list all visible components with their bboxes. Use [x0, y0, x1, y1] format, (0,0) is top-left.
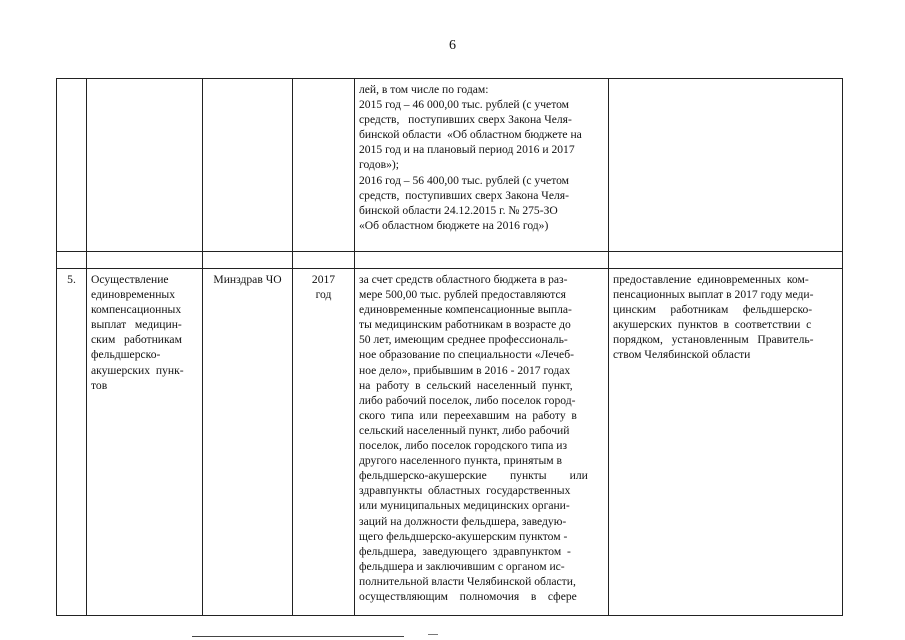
cell-number-empty	[57, 79, 87, 252]
document-table	[56, 78, 843, 616]
cell-measure-name: Осуществление единовременных компенсационных выплат медицин- ским работникам фельдшерско- акушерских пунк- тов	[87, 269, 203, 616]
cell-result-empty	[609, 79, 843, 252]
cell-name-empty	[87, 79, 203, 252]
footer-rule	[192, 636, 404, 637]
footer-mark	[428, 634, 438, 635]
table-row-gap	[57, 252, 843, 269]
page-number: 6	[449, 38, 456, 53]
cell-executor-empty	[203, 79, 293, 252]
table-row-continuation	[57, 79, 843, 252]
cell-description-continuation: лей, в том числе по годам: 2015 год – 46 000,00 тыс. рублей (с учетом средств, поступивших сверх Закона Челя- бинской области «Об областном бюджете на 2015 год и на плановый период 2016 и 2017 годов»); 2016 год – 56 400,00 тыс. рублей (с учетом средств, поступивших сверх Закона Челя- бинской области 24.12.2015 г. № 275-ЗО «Об областном бюджете на 2016 год»)	[355, 79, 609, 252]
cell-description: за счет средств областного бюджета в раз- мере 500,00 тыс. рублей предоставляются единовременные компенсационные выпла- ты медицинским работникам в возрасте до 50 лет, имеющим среднее профессиональ- ное образование по специальности «Лечеб- ное дело», прибывшим в 2016 - 2017 годах на работу в сельский населенный пункт, либо рабочий поселок, либо поселок город- ского типа или переехавшим на работу в сельский населенный пункт, либо рабочий поселок, либо поселок городского типа из другого населенного пункта, принятым в фельдшерско-акушерские пункты или здравпункты областных государственных или муниципальных медицинских органи- заций на должности фельдшера, заведую- щего фельдшерско-акушерским пунктом - фельдшера, заведующего здравпунктом - фельдшера и заключившим с органом ис- полнительной власти Челябинской области, осуществляющим полномочия в сфере	[355, 269, 609, 616]
cell-number: 5.	[57, 269, 87, 616]
cell-year: 2017 год	[293, 269, 355, 616]
table-row-5	[57, 269, 843, 616]
cell-year-empty	[293, 79, 355, 252]
cell-executor: Минздрав ЧО	[203, 269, 293, 616]
cell-result: предоставление единовременных ком- пенсационных выплат в 2017 году меди- цинским работникам фельдшерско- акушерских пунктов в соответствии с порядком, установленным Правитель- ством Челябинской области	[609, 269, 843, 616]
